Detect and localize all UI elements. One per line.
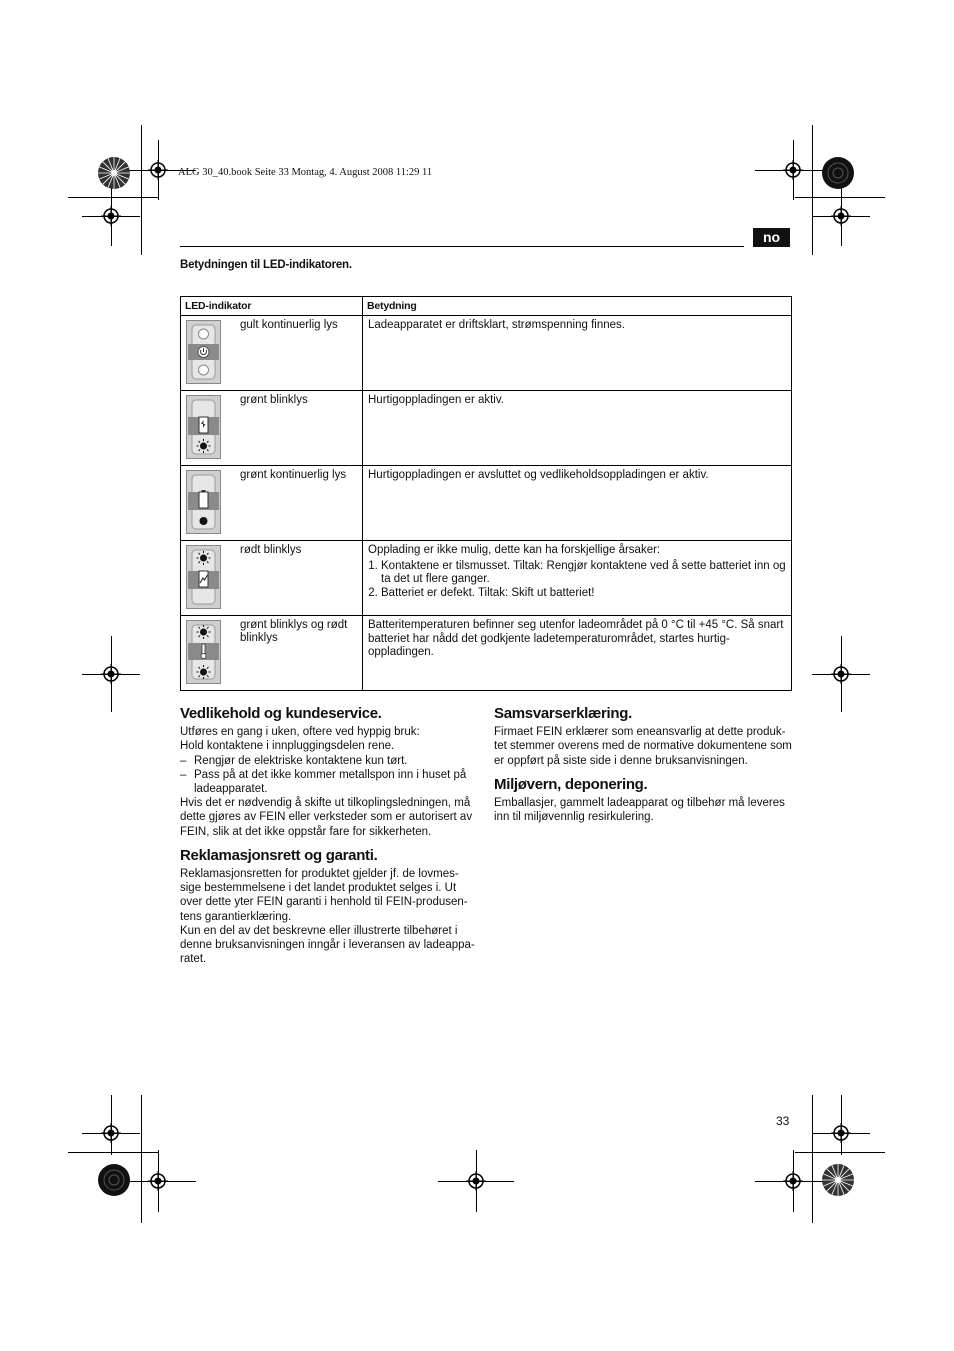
maintenance-heading: Vedlikehold og kundeservice. bbox=[180, 705, 382, 722]
page-number: 33 bbox=[776, 1114, 790, 1128]
registration-mark-icon bbox=[101, 664, 121, 684]
registration-mark-icon bbox=[783, 1171, 803, 1191]
led-table bbox=[180, 296, 792, 691]
led-power-yellow-icon bbox=[186, 320, 221, 384]
meaning-text: Opplading er ikke mulig, dette kan ha forskjellige årsaker: bbox=[368, 544, 661, 556]
maintenance-intro: Utføres en gang i uken, oftere ved hyppig bruk: bbox=[180, 726, 420, 739]
cause-list bbox=[368, 560, 786, 601]
meaning-text: Ladeapparatet er driftsklart, strømspenning finnes. bbox=[368, 319, 625, 331]
registration-mark-icon bbox=[148, 160, 168, 180]
meaning-text: Hurtigoppladingen er avsluttet og vedlikeholdsoppladingen er aktiv. bbox=[368, 469, 709, 481]
led-charging-blink-icon bbox=[186, 395, 221, 459]
table-row bbox=[181, 316, 792, 391]
color-rosette-icon bbox=[97, 156, 131, 190]
table-row bbox=[181, 391, 792, 466]
color-rosette-icon bbox=[97, 1163, 131, 1197]
cause-item: 1. Kontaktene er tilsmusset. Tiltak: Rengjør kontaktene ved å sette batteriet inn og ta det ut flere ganger. bbox=[381, 560, 786, 587]
meaning-text: Hurtigoppladingen er aktiv. bbox=[368, 394, 504, 406]
maintenance-list bbox=[180, 754, 478, 797]
header-rule bbox=[180, 246, 744, 247]
left-column bbox=[180, 707, 478, 966]
conformity-text: Firmaet FEIN erklærer som eneansvarlig at dette produk-tet stemmer overens med de normative dokumentene som er oppført på siste side i denne bruksanvisningen. bbox=[494, 726, 792, 767]
header-led-indicator: LED-indikator bbox=[181, 297, 363, 316]
led-battery-fault-icon bbox=[186, 545, 221, 609]
conformity-heading: Samsvarserklæring. bbox=[494, 705, 633, 722]
section-caption: Betydningen til LED-indikatoren. bbox=[180, 259, 352, 271]
registration-mark-icon bbox=[831, 664, 851, 684]
list-item: – Pass på at det ikke kommer metallspon inn i huset på ladeapparatet. bbox=[180, 768, 478, 796]
indicator-label: grønt kontinuerlig lys bbox=[240, 469, 347, 481]
registration-mark-icon bbox=[466, 1171, 486, 1191]
color-rosette-icon bbox=[821, 1163, 855, 1197]
header-meaning: Betydning bbox=[363, 297, 792, 316]
registration-mark-icon bbox=[831, 206, 851, 226]
maintenance-text: Hvis det er nødvendig å skifte ut tilkoplingsledningen, må dette gjøres av FEIN eller verksteder som er autorisert av FEIN, slik at det ikke oppstår fare for sikkerheten. bbox=[180, 797, 473, 838]
indicator-label: grønt blinklys og rødt blinklys bbox=[240, 619, 348, 644]
warranty-text: Reklamasjonsretten for produktet gjelder jf. de lovmes-sige bestemmelsene i det landet produktet selges i. Ut over dette yter FEIN garanti i henhold til FEIN-produsen-tens garantierklæring. bbox=[180, 868, 468, 923]
environment-text: Emballasjer, gammelt ladeapparat og tilbehør må leveres inn til miljøvennlig resirkulering. bbox=[494, 797, 785, 824]
registration-mark-icon bbox=[148, 1171, 168, 1191]
maintenance-intro: Hold kontaktene i innpluggingsdelen rene. bbox=[180, 740, 395, 753]
indicator-label: grønt blinklys bbox=[240, 394, 308, 406]
file-info: ALG 30_40.book Seite 33 Montag, 4. August 2008 11:29 11 bbox=[178, 167, 433, 178]
registration-mark-icon bbox=[101, 1123, 121, 1143]
indicator-label: gult kontinuerlig lys bbox=[240, 319, 338, 331]
table-header-row bbox=[181, 297, 792, 316]
registration-mark-icon bbox=[783, 160, 803, 180]
right-column bbox=[494, 707, 792, 824]
warranty-text: Kun en del av det beskrevne eller illustrerte tilbehøret i denne bruksanvisningen inngår i leveransen av ladeappa-ratet. bbox=[180, 924, 475, 966]
registration-mark-icon bbox=[831, 1123, 851, 1143]
table-row bbox=[181, 616, 792, 691]
table-row bbox=[181, 541, 792, 616]
meaning-text: Batteritemperaturen befinner seg utenfor ladeområdet på 0 °C til +45 °C. Så snart batteriet har nådd det godkjente ladetemperaturområdet, startes hurtig-oppladingen. bbox=[368, 619, 784, 658]
led-temperature-icon bbox=[186, 620, 221, 684]
registration-mark-icon bbox=[101, 206, 121, 226]
language-badge: no bbox=[753, 228, 790, 247]
cause-item: 2. Batteriet er defekt. Tiltak: Skift ut batteriet! bbox=[381, 587, 786, 601]
led-battery-full-icon bbox=[186, 470, 221, 534]
table-row bbox=[181, 466, 792, 541]
warranty-heading: Reklamasjonsrett og garanti. bbox=[180, 846, 378, 864]
color-rosette-icon bbox=[821, 156, 855, 190]
list-item: – Rengjør de elektriske kontaktene kun tørt. bbox=[180, 754, 478, 768]
indicator-label: rødt blinklys bbox=[240, 544, 302, 556]
environment-heading: Miljøvern, deponering. bbox=[494, 775, 648, 793]
